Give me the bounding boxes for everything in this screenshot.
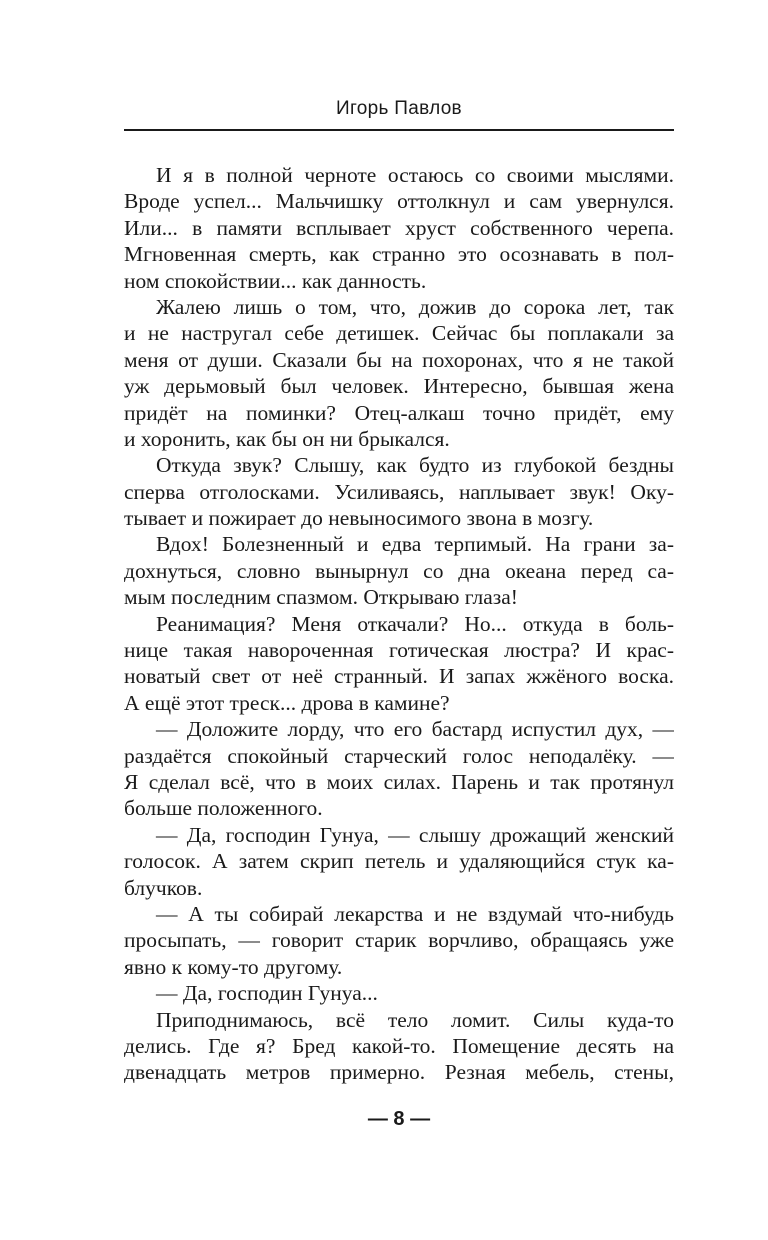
text-line: — Да, господин Гунуа... (156, 981, 378, 1006)
text-line: и хоронить, как бы он ни брыкался. (124, 426, 450, 451)
header-rule (124, 129, 674, 131)
text-line: Откуда звук? Слышу, как будто из глубокой бездны (156, 453, 674, 478)
text-line: Приподнимаюсь, всё тело ломит. Силы куда-то (156, 1007, 674, 1032)
text-line: мым последним спазмом. Открываю глаза! (124, 585, 518, 610)
text-line: просыпать, — говорит старик ворчливо, обращаясь уже (124, 928, 674, 953)
text-line: меня от души. Сказали бы на похоронах, что я не такой (124, 347, 674, 372)
text-line: Мгновенная смерть, как странно это осознавать в пол- (124, 242, 674, 267)
text-line: раздаётся спокойный старческий голос неподалёку. — (124, 743, 674, 768)
text-line: двенадцать метров примерно. Резная мебель, стены, (124, 1060, 674, 1085)
text-line: сперва отголосками. Усиливаясь, наплывает звук! Оку- (124, 479, 674, 504)
body-text (124, 162, 674, 1086)
text-line: придёт на поминки? Отец-алкаш точно придёт, ему (124, 400, 674, 425)
text-line: Вроде успел... Мальчишку оттолкнул и сам увернулся. (124, 189, 674, 214)
running-header-author: Игорь Павлов (336, 98, 462, 119)
text-line: уж дерьмовый был человек. Интересно, бывшая жена (124, 374, 674, 399)
text-line: Я сделал всё, что в моих силах. Парень и так протянул (124, 769, 674, 794)
text-line: делись. Где я? Бред какой-то. Помещение десять на (124, 1033, 674, 1058)
text-line: новатый свет от неё странный. И запах жжёного воска. (124, 664, 674, 689)
text-line: И я в полной черноте остаюсь со своими мыслями. (156, 163, 674, 187)
text-line: Или... в памяти всплывает хруст собственного черепа. (124, 215, 674, 240)
text-line: больше положенного. (124, 796, 323, 821)
text-line: явно к кому-то другому. (124, 954, 343, 979)
text-line: — А ты собирай лекарства и не вздумай что-нибудь (156, 901, 674, 926)
text-line: — Да, господин Гунуа, — слышу дрожащий женский (156, 822, 674, 847)
text-line: Вдох! Болезненный и едва терпимый. На грани за- (156, 532, 674, 557)
text-line: Жалею лишь о том, что, дожив до сорока лет, так (156, 294, 674, 319)
text-line: А ещё этот треск... дрова в камине? (124, 690, 450, 715)
page-number: — 8 — (367, 1108, 431, 1130)
text-line: и не настругал себе детишек. Сейчас бы поплакали за (124, 321, 674, 346)
text-line: ном спокойствии... как данность. (124, 268, 427, 293)
text-line: дохнуться, словно вынырнул со дна океана перед са- (124, 558, 674, 583)
text-line: нице такая навороченная готическая люстра? И крас- (124, 638, 674, 663)
text-line: Реанимация? Меня откачали? Но... откуда в боль- (156, 611, 674, 636)
text-line: — Доложите лорду, что его бастард испустил дух, — (156, 717, 674, 742)
text-line: блучков. (124, 875, 203, 900)
text-line: голосок. А затем скрип петель и удаляющийся стук ка- (124, 849, 674, 874)
text-line: тывает и пожирает до невыносимого звона в мозгу. (124, 506, 594, 531)
